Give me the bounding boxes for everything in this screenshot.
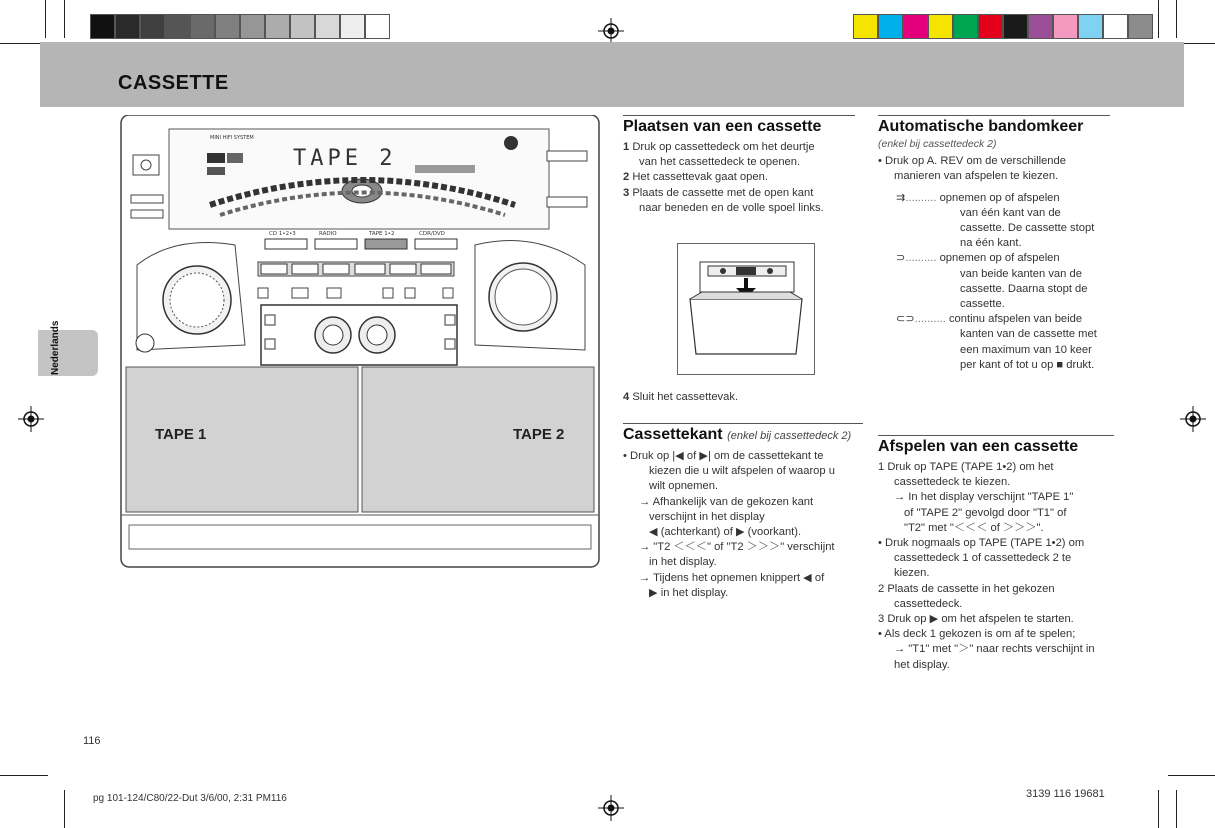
mode-text: opnemen op of afspelen [939,191,1060,204]
language-tab-label: Nederlands [50,320,61,375]
body-line: cassettedeck. [894,597,963,610]
mode-line [878,343,1110,358]
crop-mark [1158,790,1159,828]
body-line: in het display. [649,556,717,569]
color-swatch [265,14,290,39]
body-line: ◀ (achterkant) of ▶ (voorkant). [649,526,802,539]
color-swatch [928,14,953,39]
color-swatch [90,14,115,39]
color-swatch [853,14,878,39]
mode-line [878,236,1110,251]
crop-mark [0,775,48,776]
mode-line [878,297,1110,312]
color-swatch [1103,14,1128,39]
color-calibration-bar [853,14,1153,39]
registration-mark-icon [598,18,624,44]
mode-text: cassette. De cassette stopt [960,222,1095,235]
source-button-label: CDR/DVD [419,231,445,237]
body-line: → In het display verschijnt "TAPE 1" [894,491,1074,504]
body-line: cassettedeck 1 of cassettedeck 2 te [894,552,1072,565]
mode-line [878,282,1110,297]
mode-leader: .......... [905,191,937,204]
body-line: het display. [894,658,950,671]
mode-line [878,191,1110,206]
mode-text: cassette. [960,298,1005,311]
section-title [623,423,863,445]
body-line: • Druk op |◀ of ▶| om de cassettekant te [623,450,824,462]
crop-mark [1158,0,1159,38]
color-swatch [215,14,240,39]
mode-text: van één kant van de [960,206,1061,219]
body-line: → Tijdens het opnemen knippert ◀ of [639,571,825,584]
step-text: van het cassettedeck te openen. [639,156,801,169]
mode-line [878,221,1110,236]
mode-text: per kant of tot u op ■ drukt. [960,358,1095,371]
crop-mark [1176,0,1177,38]
color-swatch [953,14,978,39]
body-line: kiezen. [894,567,930,580]
color-swatch [978,14,1003,39]
mode-line [878,327,1110,342]
mode-text: na één kant. [960,237,1022,250]
section-title: Automatische bandomkeer [878,115,1110,136]
body-line: kiezen die u wilt afspelen of waarop u [649,465,835,478]
crop-mark [0,43,40,44]
step-line [623,186,855,201]
mode-text: kanten van de cassette met [960,328,1097,341]
color-swatch [140,14,165,39]
color-swatch [165,14,190,39]
section-auto-reverse [878,115,1110,373]
source-button-label: RADIO [319,231,337,237]
source-button-label: TAPE 1•2 [369,231,395,237]
page-title: CASSETTE [118,72,229,94]
body-line: → "T1" met "＞" naar rechts verschijnt in [894,643,1095,656]
body-line: → "T2 ＜＜＜" of "T2 ＞＞＞" verschijnt [639,541,835,554]
section-subtitle: (enkel bij cassettedeck 2) [878,138,997,150]
tape-1-label: TAPE 1 [155,426,207,443]
step-text: Druk op cassettedeck om het deurtje [632,141,815,153]
mode-icon: ⇉ [896,191,906,204]
crop-mark [1176,790,1177,828]
registration-mark-icon [18,406,44,432]
color-swatch [315,14,340,39]
mode-text: continu afspelen van beide [948,313,1083,326]
tape-2-label: TAPE 2 [513,426,565,443]
mode-line [878,267,1110,282]
mode-leader: .......... [905,252,937,265]
color-swatch [240,14,265,39]
section-title-text: Cassettekant [623,426,723,443]
language-tab [38,330,98,376]
color-swatch [1028,14,1053,39]
section-cassette-side [623,423,863,601]
crop-mark [1168,775,1215,776]
body-line: cassettedeck te kiezen. [894,476,1011,489]
registration-mark-icon [1180,406,1206,432]
crop-mark [64,0,65,38]
source-button [265,239,307,249]
color-swatch [365,14,390,39]
mode-text: van beide kanten van de [960,267,1082,280]
mode-line [878,251,1110,266]
source-button-label: CD 1•2•3 [269,231,296,237]
body-line: "T2" met "＜＜＜ of ＞＞＞". [904,521,1044,534]
body-line: ▶ in het display. [649,586,729,599]
step-line [623,155,855,170]
svg-text:MINI HIFI SYSTEM: MINI HIFI SYSTEM [210,135,254,141]
footer-print-info: pg 101-124/C80/22-Dut 3/6/00, 2:31 PM116 [93,793,287,804]
color-swatch [1078,14,1103,39]
page-number: 116 [83,735,101,747]
header-band [40,42,1184,107]
source-button [415,239,457,249]
section-insert-cassette [623,115,855,216]
step-4 [623,390,855,405]
display-readout: TAPE 2 [293,146,397,171]
color-swatch [1053,14,1078,39]
color-swatch [903,14,928,39]
step-number: 1 [623,141,630,153]
color-swatch [290,14,315,39]
mode-leader: .......... [914,313,946,326]
color-swatch [340,14,365,39]
body-line: manieren van afspelen te kiezen. [894,170,1059,183]
section-subtitle: (enkel bij cassettedeck 2) [727,430,852,442]
source-button [365,239,407,249]
body-line: • Druk nogmaals op TAPE (TAPE 1•2) om [878,537,1085,550]
device-illustration [115,115,605,570]
color-swatch [1128,14,1153,39]
color-swatch [878,14,903,39]
section-title: Plaatsen van een cassette [623,115,855,136]
body-line: wilt opnemen. [649,480,719,493]
mode-line [878,206,1110,221]
color-swatch [190,14,215,39]
body-line: verschijnt in het display [649,510,765,523]
color-swatch [1003,14,1028,39]
section-title: Afspelen van een cassette [878,435,1114,456]
body-line: • Druk op A. REV om de verschillende [878,155,1066,168]
body-line: • Als deck 1 gekozen is om af te spelen; [878,628,1076,641]
crop-mark [64,790,65,828]
grayscale-bar [90,14,390,39]
footer-code: 3139 116 19681 [1026,788,1105,800]
step-line [623,170,855,185]
mode-text: opnemen op of afspelen [939,252,1060,265]
step-number: 3 [623,186,630,199]
step-number: 2 [623,171,630,184]
body-line: 3 Druk op ▶ om het afspelen te starten. [878,613,1074,626]
step-number: 4 [623,391,630,403]
crop-mark [45,0,46,38]
step-text: Plaats de cassette met de open kant [632,186,814,199]
mode-icon: ⊃ [896,252,906,265]
mode-text: cassette. Daarna stopt de [960,282,1088,295]
mode-line [878,358,1110,373]
step-text: Het cassettevak gaat open. [632,171,768,184]
source-button [315,239,357,249]
step-line [623,140,855,155]
body-line: → Afhankelijk van de gekozen kant [639,495,814,508]
step-text: Sluit het cassettevak. [632,391,739,403]
section-play-cassette [878,435,1114,673]
step-text: naar beneden en de volle spoel links. [639,201,824,214]
mode-line [878,312,1110,327]
step-line [623,201,855,216]
color-swatch [115,14,140,39]
body-line: 1 Druk op TAPE (TAPE 1•2) om het [878,461,1054,473]
mode-text: een maximum van 10 keer [960,343,1092,356]
body-line: of "TAPE 2" gevolgd door "T1" of [904,506,1067,519]
body-line: 2 Plaats de cassette in het gekozen [878,582,1055,595]
registration-mark-icon [598,795,624,821]
cassette-insert-illustration [677,243,815,375]
mode-icon: ⊂⊃ [896,313,915,326]
